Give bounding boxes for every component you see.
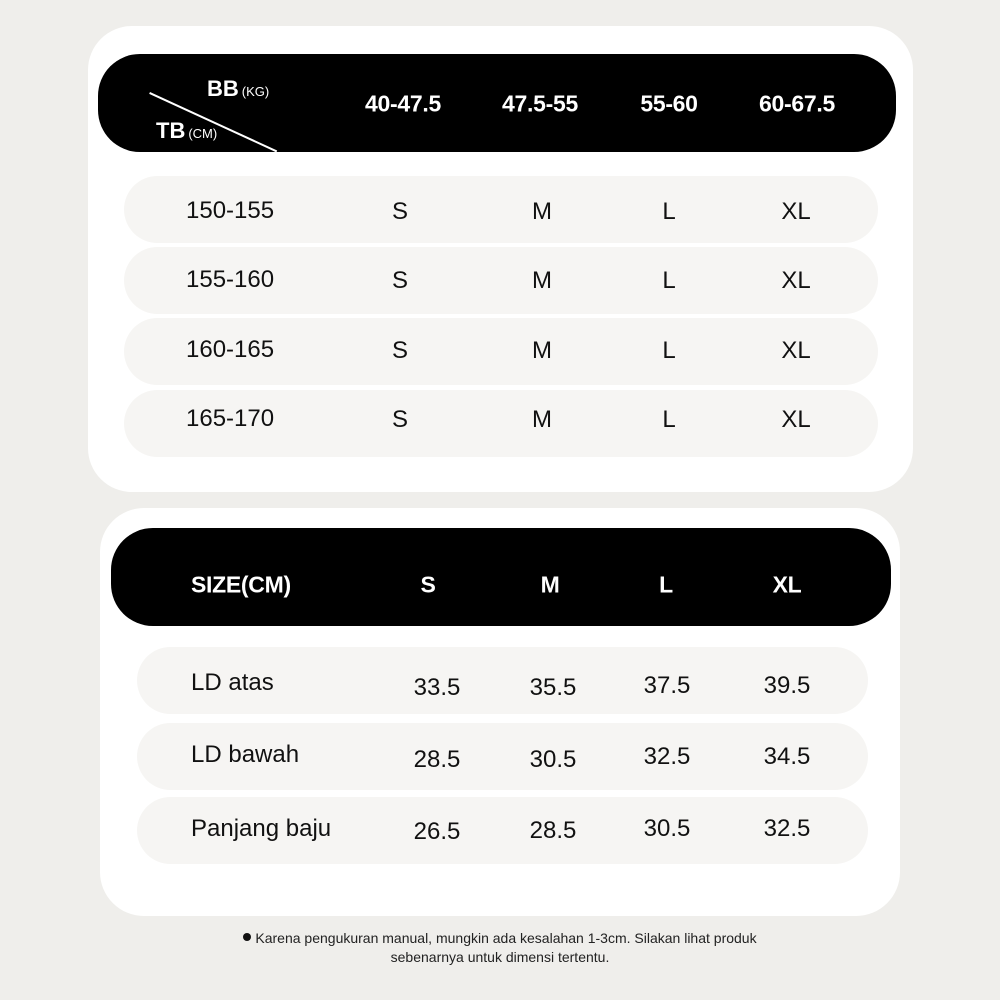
weight-column-header: 40-47.5 xyxy=(365,90,441,117)
garment-measurement-card xyxy=(100,508,900,916)
disclaimer-line-1: Karena pengukuran manual, mungkin ada kesalahan 1-3cm. Silakan lihat produk xyxy=(0,929,1000,948)
size-cell: XL xyxy=(781,267,811,294)
corner-height-label: TB (CM) xyxy=(156,118,218,143)
size-cell: L xyxy=(662,267,676,294)
measurement-value: 39.5 xyxy=(763,672,811,699)
size-by-height-weight-card xyxy=(88,26,913,492)
measurement-value: 32.5 xyxy=(763,815,811,842)
size-cell: S xyxy=(391,267,409,294)
size-cell: M xyxy=(532,406,552,433)
weight-column-header: 60-67.5 xyxy=(759,90,835,117)
measurement-label: Panjang baju xyxy=(191,815,332,842)
disclaimer-line-2: sebenarnya untuk dimensi tertentu. xyxy=(390,949,610,965)
size-cell: XL xyxy=(781,198,811,225)
height-range-label: 155-160 xyxy=(186,266,275,293)
size-column-header: L xyxy=(659,571,673,598)
measurement-value: 28.5 xyxy=(529,817,577,844)
size-cell: L xyxy=(662,406,676,433)
measurement-value: 34.5 xyxy=(763,743,811,770)
measurement-value: 30.5 xyxy=(643,815,691,842)
size-cell: XL xyxy=(781,337,811,364)
size-column-header: S xyxy=(420,571,436,598)
size-cell: M xyxy=(532,198,552,225)
corner-weight-label: BB (KG) xyxy=(207,76,270,101)
weight-column-header: 47.5-55 xyxy=(502,90,578,117)
measurement-label: LD bawah xyxy=(191,741,300,768)
measurement-label: LD atas xyxy=(191,669,274,696)
measurement-value: 32.5 xyxy=(643,743,691,770)
table2-header xyxy=(111,528,891,626)
size-cell: XL xyxy=(781,406,811,433)
size-cell: L xyxy=(662,337,676,364)
measurement-value: 33.5 xyxy=(413,674,461,701)
measurement-disclaimer xyxy=(0,929,1000,967)
measurement-value: 30.5 xyxy=(529,746,577,773)
weight-column-header: 55-60 xyxy=(640,90,698,117)
size-cell: S xyxy=(391,337,409,364)
size-cell: S xyxy=(391,198,409,225)
size-column-header: XL xyxy=(772,571,802,598)
height-range-label: 165-170 xyxy=(186,405,275,432)
table1-header xyxy=(98,54,896,152)
measurement-value: 37.5 xyxy=(643,672,691,699)
size-cell: M xyxy=(532,267,552,294)
height-range-label: 160-165 xyxy=(186,336,275,363)
measurement-value: 28.5 xyxy=(413,746,461,773)
size-cell: S xyxy=(391,406,409,433)
size-cm-header-label: SIZE(CM) xyxy=(191,571,291,598)
height-range-label: 150-155 xyxy=(186,197,275,224)
measurement-value: 26.5 xyxy=(413,818,461,845)
size-cell: M xyxy=(532,337,552,364)
size-cell: L xyxy=(662,198,676,225)
bullet-icon xyxy=(243,933,251,941)
size-column-header: M xyxy=(540,571,560,598)
measurement-value: 35.5 xyxy=(529,674,577,701)
